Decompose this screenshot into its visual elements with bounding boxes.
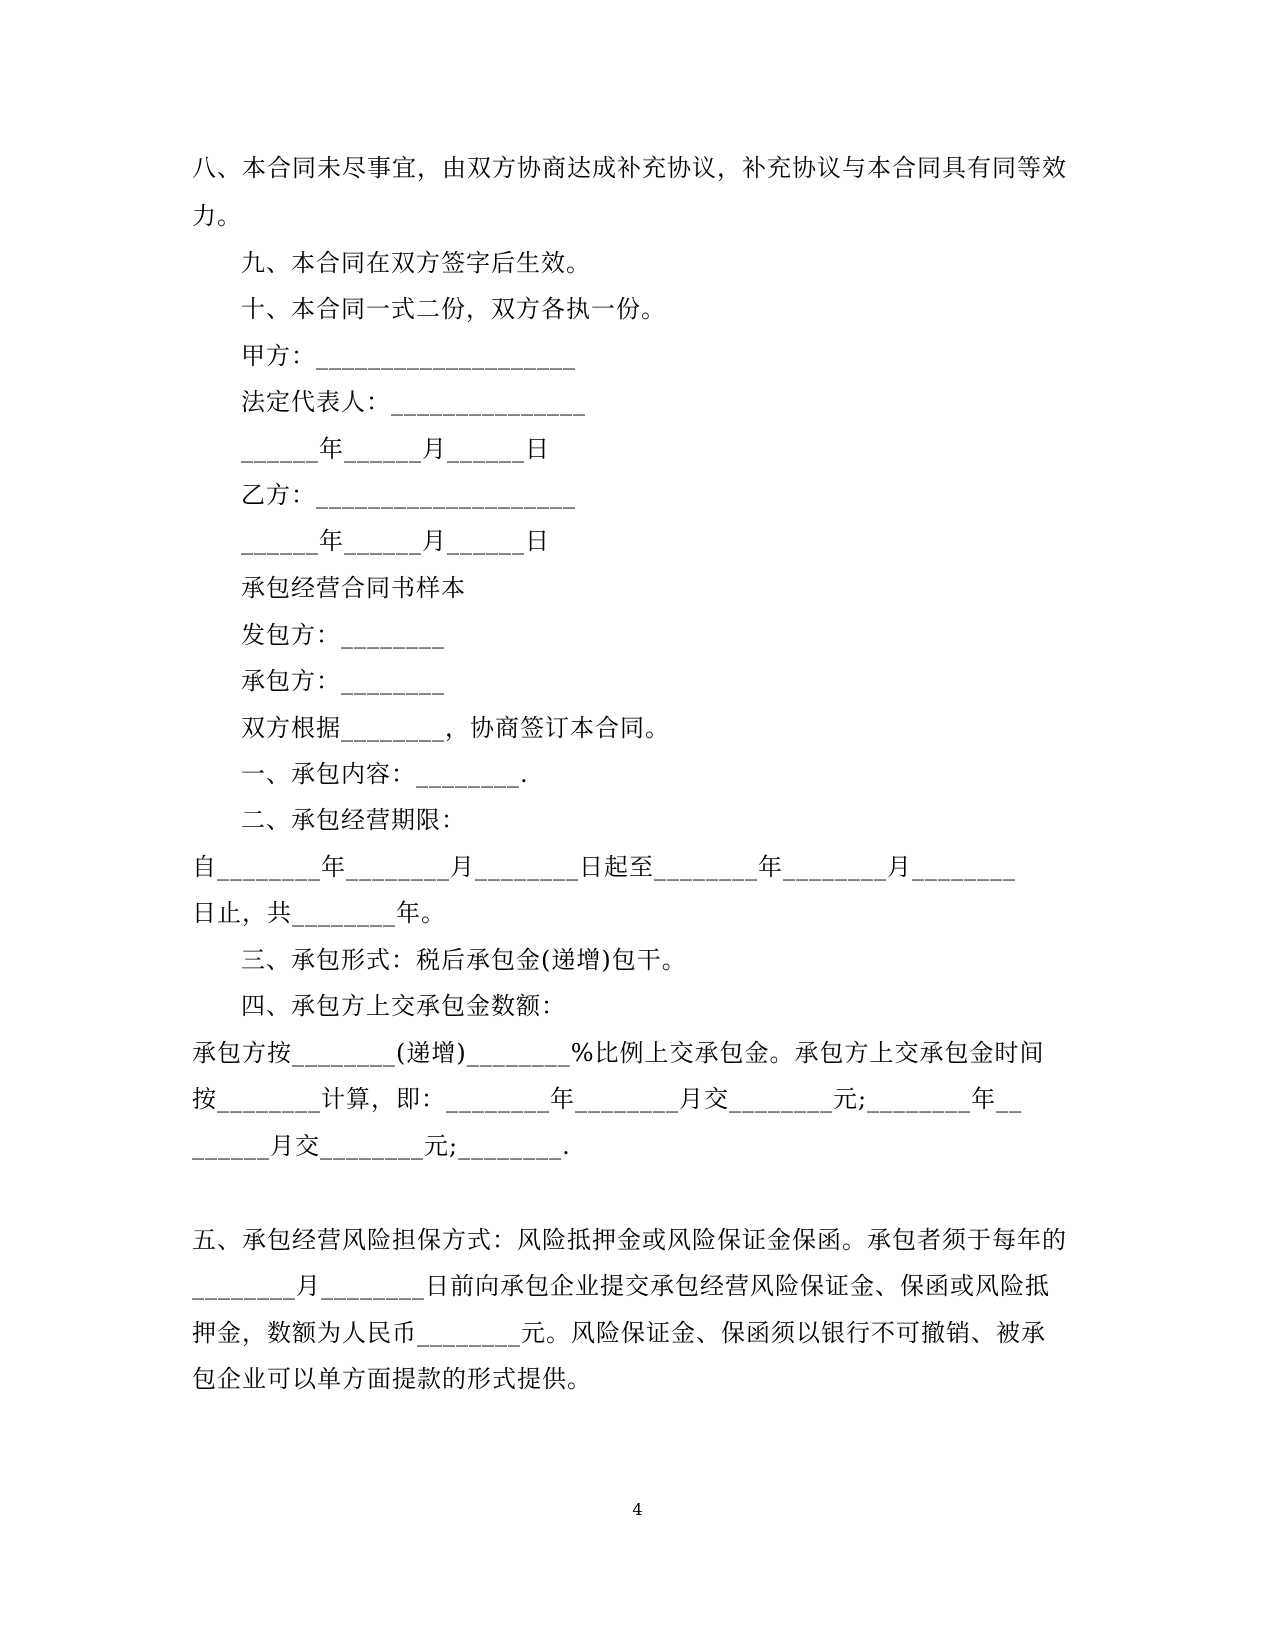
item-4-amount: 四、承包方上交承包金数额： (241, 992, 566, 1020)
item-5-line-4: 包企业可以单方面提款的形式提供。 (192, 1365, 592, 1393)
basis-line: 双方根据________，协商签订本合同。 (241, 714, 670, 742)
date-line-2: ______年______月______日 (241, 527, 550, 555)
legal-representative-line: 法定代表人：_______________ (241, 388, 586, 416)
clause-9: 九、本合同在双方签字后生效。 (241, 249, 591, 277)
party-a-line: 甲方：____________________ (241, 342, 576, 370)
contract-sample-title: 承包经营合同书样本 (241, 574, 466, 602)
contractor-line: 承包方：________ (241, 667, 445, 695)
page-number: 4 (632, 1500, 643, 1519)
amount-line-1: 承包方按________(递增)________%比例上交承包金。承包方上交承包金时间 (192, 1039, 1045, 1067)
term-line-2: 日止，共________年。 (192, 899, 446, 927)
clause-10: 十、本合同一式二份，双方各执一份。 (241, 295, 666, 323)
item-5-line-1: 五、承包经营风险担保方式：风险抵押金或风险保证金保函。承包者须于每年的 (192, 1226, 1067, 1254)
date-line-1: ______年______月______日 (241, 435, 550, 463)
item-2-term: 二、承包经营期限： (241, 806, 466, 834)
item-3-form: 三、承包形式：税后承包金(递增)包干。 (241, 946, 687, 974)
term-line-1: 自________年________月________日起至________年________月________ (192, 853, 1016, 881)
clause-8-line-1: 八、本合同未尽事宜，由双方协商达成补充协议，补充协议与本合同具有同等效 (192, 154, 1067, 182)
item-5-line-2: ________月________日前向承包企业提交承包经营风险保证金、保函或风险抵 (192, 1272, 1050, 1300)
amount-line-2: 按________计算，即：________年________月交________元;________年__ (192, 1085, 1023, 1113)
issuer-line: 发包方：________ (241, 621, 445, 649)
party-b-line: 乙方：____________________ (241, 481, 576, 509)
clause-8-line-2: 力。 (192, 202, 242, 230)
item-1-content: 一、承包内容：________. (241, 760, 529, 788)
item-5-line-3: 押金，数额为人民币________元。风险保证金、保函须以银行不可撤销、被承 (192, 1319, 1046, 1347)
amount-line-3: ______月交________元;________. (192, 1132, 571, 1160)
